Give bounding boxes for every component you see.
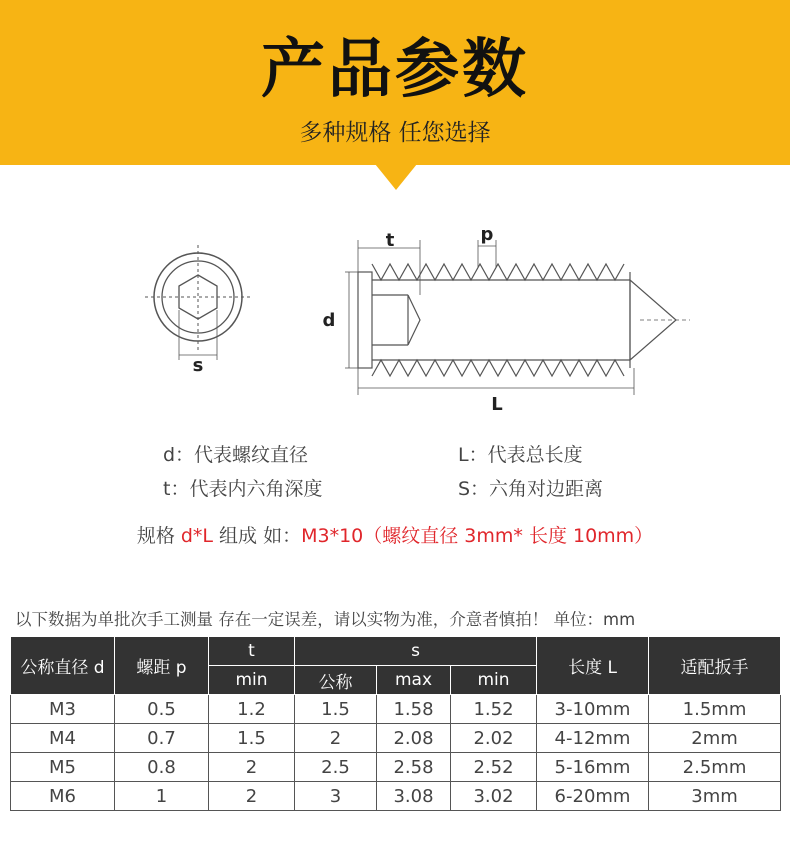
table-cell: 3: [295, 782, 377, 811]
table-cell: M3: [11, 695, 115, 724]
table-cell: M5: [11, 753, 115, 782]
spec-table: [10, 636, 781, 811]
banner-arrow: [375, 164, 417, 190]
table-row: [11, 695, 781, 724]
table-cell: M6: [11, 782, 115, 811]
table-cell: 1.5mm: [649, 695, 781, 724]
legend-s: S：六角对边距离: [458, 478, 604, 500]
measurement-note: 以下数据为单批次手工测量 存在一定误差，请以实物为准，介意者慎拍！ 单位：mm: [15, 610, 636, 629]
spec-example: M3*10（螺纹直径 3mm* 长度 10mm）: [301, 525, 654, 547]
table-cell: 3-10mm: [537, 695, 649, 724]
header-s: s: [295, 637, 537, 666]
table-cell: 0.7: [115, 724, 209, 753]
table-cell: 2: [209, 753, 295, 782]
page-subtitle: 多种规格 任您选择: [299, 120, 491, 146]
table-cell: M4: [11, 724, 115, 753]
legend-L: L：代表总长度: [458, 444, 583, 466]
header-t-min: min: [209, 666, 295, 695]
legend-t: t：代表内六角深度: [163, 478, 323, 500]
table-cell: 0.5: [115, 695, 209, 724]
table-cell: 3.02: [451, 782, 537, 811]
table-cell: 2.02: [451, 724, 537, 753]
table-cell: 1.52: [451, 695, 537, 724]
table-cell: 3.08: [377, 782, 451, 811]
header-wrench: 适配扳手: [649, 637, 781, 695]
page-title: 产品参数: [261, 33, 529, 107]
table-cell: 1: [115, 782, 209, 811]
table-cell: 2.08: [377, 724, 451, 753]
table-cell: 4-12mm: [537, 724, 649, 753]
label-L: L: [491, 394, 503, 415]
table-cell: 1.5: [295, 695, 377, 724]
side-view: [345, 240, 690, 395]
legend-d: d：代表螺纹直径: [163, 444, 309, 466]
spec-mid: 组成 如：: [213, 525, 302, 547]
screw-diagram: [0, 200, 790, 425]
header-s-nominal: 公称: [295, 666, 377, 695]
header-length: 长度 L: [537, 637, 649, 695]
spec-format-line: [0, 521, 790, 548]
header-s-min: min: [451, 666, 537, 695]
header-nominal: 公称直径 d: [11, 637, 115, 695]
table-cell: 0.8: [115, 753, 209, 782]
label-p: p: [480, 224, 494, 245]
table-cell: 2.58: [377, 753, 451, 782]
header-t: t: [209, 637, 295, 666]
table-row: [11, 753, 781, 782]
end-view: [145, 245, 252, 360]
table-cell: 5-16mm: [537, 753, 649, 782]
table-cell: 6-20mm: [537, 782, 649, 811]
table-cell: 2: [295, 724, 377, 753]
table-row: [11, 724, 781, 753]
table-cell: 2.5mm: [649, 753, 781, 782]
table-cell: 2.5: [295, 753, 377, 782]
table-cell: 2.52: [451, 753, 537, 782]
table-cell: 3mm: [649, 782, 781, 811]
table-cell: 2: [209, 782, 295, 811]
table-cell: 1.5: [209, 724, 295, 753]
header-pitch: 螺距 p: [115, 637, 209, 695]
header-s-max: max: [377, 666, 451, 695]
table-cell: 2mm: [649, 724, 781, 753]
table-row: [11, 782, 781, 811]
table-cell: 1.58: [377, 695, 451, 724]
spec-prefix: 规格: [136, 525, 181, 547]
spec-format: d*L: [180, 525, 214, 547]
table-cell: 1.2: [209, 695, 295, 724]
label-s: s: [192, 355, 204, 376]
label-d: d: [322, 310, 336, 331]
label-t: t: [385, 230, 395, 251]
